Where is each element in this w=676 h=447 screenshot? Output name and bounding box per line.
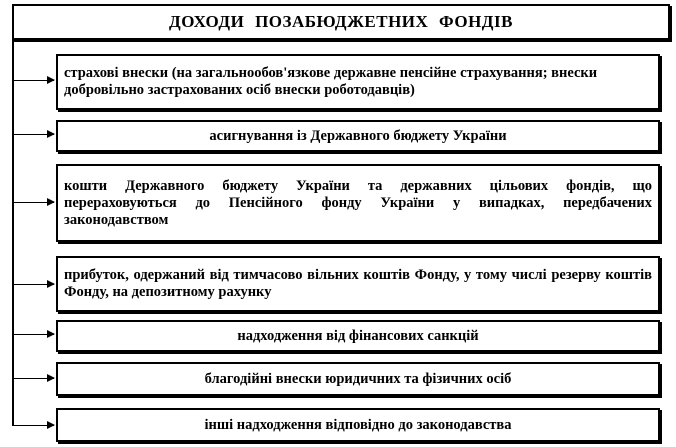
item-box-3 — [56, 164, 660, 242]
title-box — [12, 4, 670, 40]
item-box-5 — [56, 320, 660, 352]
item-box-4 — [56, 256, 660, 312]
arrow-1 — [13, 80, 54, 81]
arrow-6 — [13, 378, 54, 379]
item-text-4: прибуток, одержаний від тимчасово вільних коштів Фонду, у тому числі резерву коштів Фонду, на депозитному рахунку — [64, 267, 652, 300]
item-box-6 — [56, 362, 660, 396]
item-text-2: асигнування із Державного бюджету України — [209, 127, 507, 144]
item-box-7 — [56, 408, 660, 442]
item-box-1 — [56, 54, 660, 110]
arrow-2 — [13, 134, 54, 135]
item-text-5: надходження від фінансових санкцій — [237, 327, 479, 344]
connector-spine — [12, 40, 14, 426]
arrow-5 — [13, 334, 54, 335]
item-text-3: кошти Державного бюджету України та державних цільових фондів, що перераховуються до Пенсійного фонду України у випадках, передбачених законодавством — [64, 177, 652, 228]
arrow-4 — [13, 284, 54, 285]
item-box-2 — [56, 120, 660, 152]
arrow-7 — [13, 425, 54, 426]
diagram-title: ДОХОДИ ПОЗАБЮДЖЕТНИХ ФОНДІВ — [169, 12, 513, 31]
item-text-7: інші надходження відповідно до законодавства — [204, 416, 512, 433]
item-text-1: страхові внески (на загальнообов'язкове державне пенсійне страхування; внески добровільно застрахованих осіб внески роботодавців) — [64, 65, 598, 98]
arrow-3 — [13, 202, 54, 203]
item-text-6: благодійні внески юридичних та фізичних осіб — [204, 370, 512, 387]
